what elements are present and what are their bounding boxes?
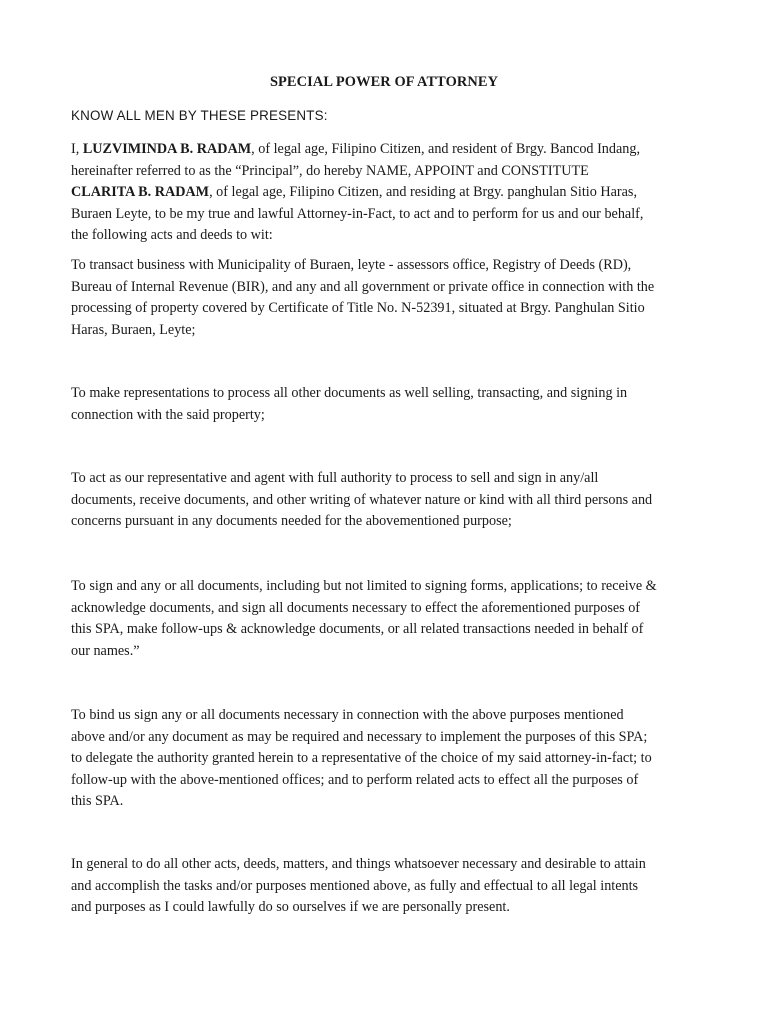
clause-line: above and/or any document as may be required and necessary to implement the purposes of this SPA; [71, 728, 648, 745]
document-title: SPECIAL POWER OF ATTORNEY [269, 74, 499, 90]
clause-line: this SPA, make follow-ups & acknowledge documents, or all related transactions needed in behalf of [71, 621, 644, 638]
clause-act-as-representative [71, 468, 697, 533]
clause-line: acknowledge documents, and sign all documents necessary to effect the aforementioned purposes of [71, 599, 641, 616]
intro-prefix: I, [71, 141, 83, 157]
clause-line: follow-up with the above-mentioned offices; and to perform related acts to effect all the purposes of [71, 771, 639, 788]
clause-sign-documents [71, 576, 697, 662]
clause-line: Haras, Buraen, Leyte; [71, 321, 196, 338]
intro-line-4: Buraen Leyte, to be my true and lawful Attorney-in-Fact, to act and to perform for us and our behalf, [71, 205, 644, 222]
preamble: KNOW ALL MEN BY THESE PRESENTS: [71, 108, 328, 123]
principal-name: LUZVIMINDA B. RADAM [82, 141, 252, 157]
intro-line-1 [71, 139, 697, 161]
intro-paragraph [71, 139, 697, 247]
clause-line: To transact business with Municipality of Buraen, leyte - assessors office, Registry of Deeds (RD), [71, 257, 632, 273]
clause-line: documents, receive documents, and other writing of whatever nature or kind with all third persons and [71, 491, 653, 508]
intro-line-1-suffix: , of legal age, Filipino Citizen, and resident of Brgy. Bancod Indang, [251, 141, 641, 157]
clause-line: connection with the said property; [71, 406, 265, 423]
clause-line: In general to do all other acts, deeds, matters, and things whatsoever necessary and desirable to attain [71, 856, 646, 872]
document-page [71, 0, 697, 1024]
clause-in-general [71, 854, 697, 919]
intro-line-3-suffix: , of legal age, Filipino Citizen, and residing at Brgy. panghulan Sitio Haras, [209, 184, 637, 201]
clause-line: processing of property covered by Certificate of Title No. N-52391, situated at Brgy. Panghulan Sitio [71, 300, 645, 317]
clause-line: this SPA. [71, 793, 124, 810]
clause-line: To act as our representative and agent with full authority to process to sell and sign in any/all [71, 470, 599, 486]
intro-line-3 [71, 182, 697, 204]
clause-transact-business [71, 255, 697, 341]
clause-line: To sign and any or all documents, including but not limited to signing forms, applications; to receive & [71, 578, 657, 594]
clause-line: Bureau of Internal Revenue (BIR), and any and all government or private office in connection with the [71, 278, 655, 295]
clause-line: to delegate the authority granted herein to a representative of the choice of my said attorney-in-fact; to [71, 750, 652, 767]
clause-line: To make representations to process all other documents as well selling, transacting, and signing in [71, 385, 628, 401]
clause-line: To bind us sign any or all documents necessary in connection with the above purposes mentioned [71, 707, 624, 723]
clause-bind-us [71, 705, 697, 813]
clause-line: our names.” [71, 642, 140, 659]
intro-line-2: hereinafter referred to as the “Principal”, do hereby NAME, APPOINT and CONSTITUTE [71, 162, 589, 179]
clause-make-representations [71, 383, 697, 426]
clause-line: and purposes as I could lawfully do so ourselves if we are personally present. [71, 899, 510, 916]
intro-line-5: the following acts and deeds to wit: [71, 227, 273, 244]
clause-line: concerns pursuant in any documents needed for the abovementioned purpose; [71, 513, 512, 530]
clause-line: and accomplish the tasks and/or purposes mentioned above, as fully and effectual to all legal intents [71, 877, 639, 894]
attorney-name: CLARITA B. RADAM [71, 184, 210, 201]
